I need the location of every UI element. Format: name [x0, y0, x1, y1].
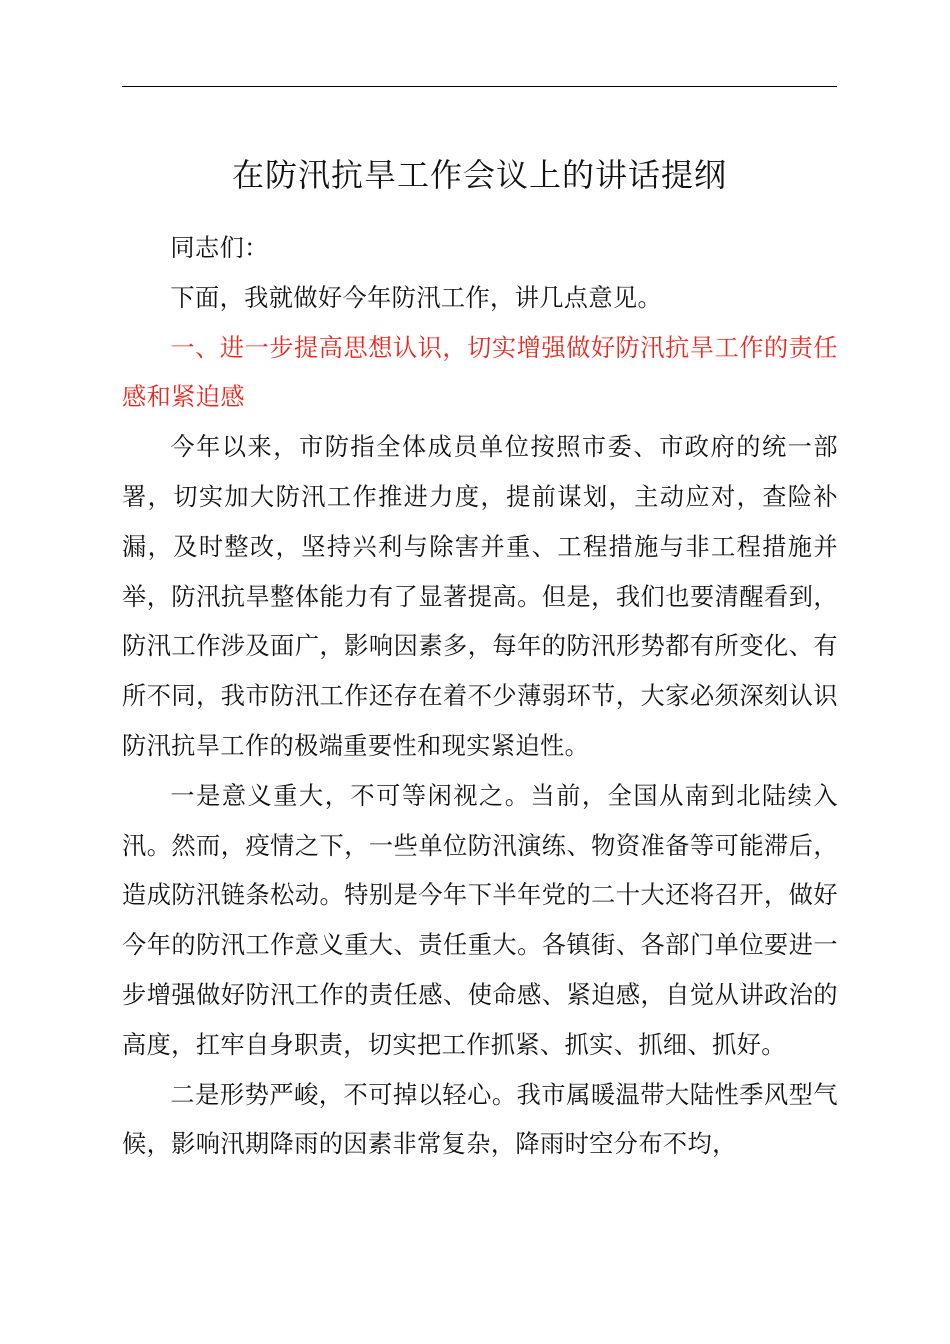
body-paragraph: 二是形势严峻，不可掉以轻心。我市属暖温带大陆性季风型气候，影响汛期降雨的因素非常复杂，降雨时空分布不均，	[122, 1080, 838, 1159]
intro-paragraph: 下面，我就做好今年防汛工作，讲几点意见。	[170, 283, 663, 312]
salutation-paragraph: 同志们：	[170, 234, 269, 262]
document-body	[122, 224, 838, 1170]
body-paragraph: 一是意义重大，不可等闲视之。当前，全国从南到北陆续入汛。然而，疫情之下，一些单位防汛演练、物资准备等可能滞后，造成防汛链条松动。特别是今年下半年党的二十大还将召开，做好今年的防汛工作意义重大、责任重大。各镇街、各部门单位要进一步增强做好防汛工作的责任感、使命感、紧迫感，自觉从讲政治的高度，扛牢自身职责，切实把工作抓紧、抓实、抓细、抓好。	[122, 781, 838, 1059]
body-paragraph: 今年以来，市防指全体成员单位按照市委、市政府的统一部署，切实加大防汛工作推进力度，提前谋划，主动应对，查险补漏，及时整改，坚持兴利与除害并重、工程措施与非工程措施并举，防汛抗旱整体能力有了显著提高。但是，我们也要清醒看到，防汛工作涉及面广，影响因素多，每年的防汛形势都有所变化、有所不同，我市防汛工作还存在着不少薄弱环节，大家必须深刻认识防汛抗旱工作的极端重要性和现实紧迫性。	[122, 433, 838, 760]
header-rule	[122, 86, 837, 87]
section-heading-1: 一、进一步提高思想认识，切实增强做好防汛抗旱工作的责任感和紧迫感	[122, 333, 838, 412]
document-title: 在防汛抗旱工作会议上的讲话提纲	[231, 156, 727, 194]
